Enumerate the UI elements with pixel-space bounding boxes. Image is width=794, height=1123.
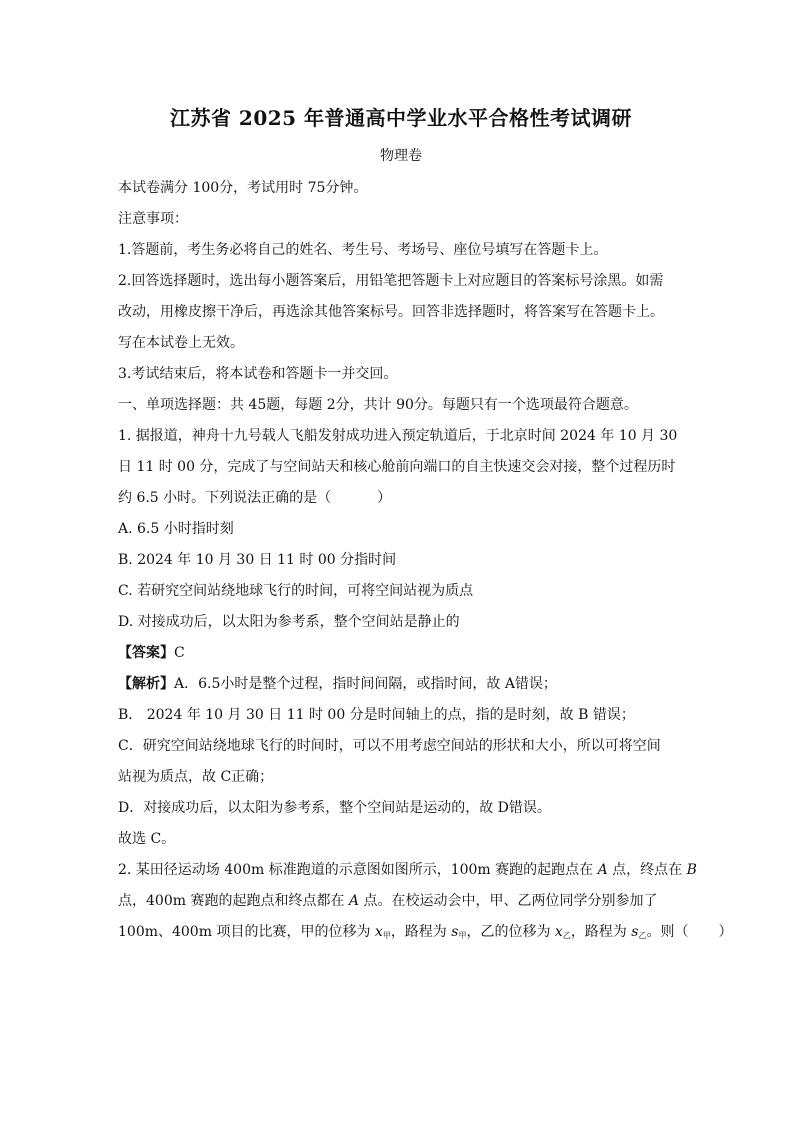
subscript-jia-2: 甲 xyxy=(458,931,467,940)
q1-stem-line-1: 1. 据报道，神舟十九号载人飞船发射成功进入预定轨道后，于北京时间 2024 年 10 月 30 xyxy=(118,428,678,444)
var-s-jia: s xyxy=(451,924,459,940)
subscript-yi-2: 乙 xyxy=(638,931,647,940)
analysis-tag: 【解析】 xyxy=(118,676,174,692)
page-title: 江苏省 2025 年普通高中学业水平合格性考试调研 xyxy=(169,106,633,130)
q1-option-d: D. 对接成功后，以太阳为参考系，整个空间站是静止的 xyxy=(118,614,460,630)
q1-option-c: C. 若研究空间站绕地球飞行的时间，可将空间站视为质点 xyxy=(118,583,474,599)
q2-text-3: 点，400m 赛跑的起跑点和终点都在 xyxy=(118,893,349,909)
q1-analysis-d: D．对接成功后，以太阳为参考系，整个空间站是运动的，故 D错误。 xyxy=(118,800,551,816)
q1-analysis-b: B． 2024 年 10 月 30 日 11 时 00 分是时间轴上的点，指的是时刻，故 B 错误； xyxy=(118,707,635,723)
notice-item-1: 1.答题前，考生务必将自己的姓名、考生号、考场号、座位号填写在答题卡上。 xyxy=(118,242,608,258)
section-heading: 一、单项选择题：共 45题，每题 2分，共计 90分。每题只有一个选项最符合题意。 xyxy=(118,397,638,413)
q2-text-8: ，路程为 xyxy=(570,924,632,940)
q1-analysis-c-line-2: 站视为质点，故 C正确； xyxy=(118,769,274,785)
var-s-yi: s xyxy=(631,924,639,940)
notice-item-2-line-3: 写在本试卷上无效。 xyxy=(118,335,244,351)
q2-paren-close: ） xyxy=(718,924,733,940)
notice-heading: 注意事项： xyxy=(118,211,188,227)
q2-text-9: 。则（ xyxy=(646,924,689,940)
page-subtitle: 物理卷 xyxy=(380,148,422,164)
point-a-label-2: A xyxy=(348,893,360,909)
notice-item-2-line-1: 2.回答选择题时，选出每小题答案后，用铅笔把答题卡上对应题目的答案标号涂黑。如需 xyxy=(118,273,664,289)
q2-text-6: ，路程为 xyxy=(390,924,452,940)
score-line: 本试卷满分 100分，考试用时 75分钟。 xyxy=(118,180,368,196)
q2-stem-line-1 xyxy=(118,855,697,886)
q1-option-b: B. 2024 年 10 月 30 日 11 时 00 分指时间 xyxy=(118,552,397,568)
var-x-jia: x xyxy=(374,924,383,940)
q1-stem-text: 约 6.5 小时。下列说法正确的是（ xyxy=(118,490,332,506)
answer-value: C xyxy=(174,645,185,661)
q1-analysis-c-line-1: C．研究空间站绕地球飞行的时间时，可以不用考虑空间站的形状和大小，所以可将空间 xyxy=(118,738,661,754)
notice-item-3: 3.考试结束后，将本试卷和答题卡一并交回。 xyxy=(118,366,398,382)
answer-tag: 【答案】 xyxy=(118,645,174,661)
q1-stem-paren-close: ） xyxy=(377,490,392,506)
notice-item-2-line-2: 改动，用橡皮擦干净后，再选涂其他答案标号。回答非选择题时，将答案写在答题卡上。 xyxy=(118,304,664,320)
q2-text-5: 100m、400m 项目的比赛，甲的位移为 xyxy=(118,924,375,940)
point-b-label: B xyxy=(686,862,697,878)
point-a-label: A xyxy=(597,862,608,878)
q2-text-4: 点。在校运动会中，甲、乙两位同学分别参加了 xyxy=(359,893,658,909)
var-x-yi: x xyxy=(554,924,563,940)
subscript-yi: 乙 xyxy=(562,931,571,940)
q2-text-7: ，乙的位移为 xyxy=(466,924,555,940)
q1-answer xyxy=(118,638,684,669)
q1-stem-line-2: 日 11 时 00 分，完成了与空间站天和核心舱前向端口的自主快速交会对接，整个过程历时 xyxy=(118,459,676,475)
q2-text-1: 2. 某田径运动场 400m 标准跑道的示意图如图所示，100m 赛跑的起跑点在 xyxy=(118,862,598,878)
q2-stem-line-3 xyxy=(118,917,733,948)
subscript-jia: 甲 xyxy=(382,931,391,940)
analysis-a-text: A．6.5小时是整个过程，指时间间隔，或指时间，故 A错误； xyxy=(174,676,557,692)
q2-text-2: 点，终点在 xyxy=(607,862,687,878)
q1-analysis-a xyxy=(118,669,684,700)
q1-conclusion: 故选 C。 xyxy=(118,831,176,847)
q1-option-a: A. 6.5 小时指时刻 xyxy=(118,521,234,537)
q2-stem-line-2 xyxy=(118,886,684,917)
q1-stem-line-3 xyxy=(118,483,684,514)
